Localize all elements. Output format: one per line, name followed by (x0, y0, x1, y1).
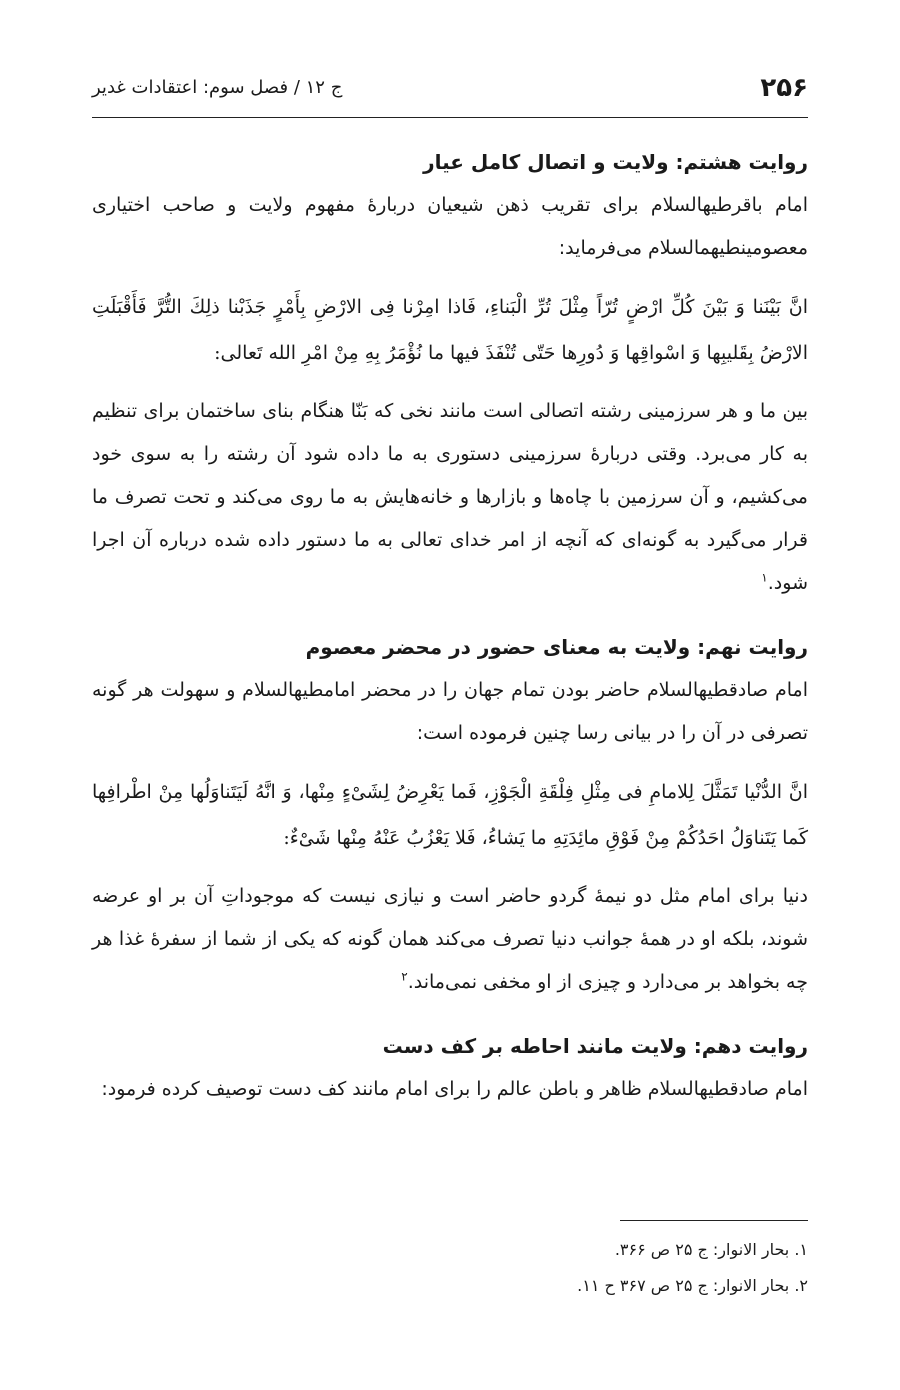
section-10-intro: امام صادقطيهالسلام ظاهر و باطن عالم را برای امام مانند کف دست توصیف کرده فرمود: (101, 1078, 808, 1100)
section-9-intro: امام صادقطيهالسلام حاضر بودن تمام جهان را در محضر امامطيهالسلام و سهولت هر گونه تصرفی در آن را در بیانی رسا چنین فرموده است: (92, 679, 808, 744)
section-8-intro: امام باقرطيهالسلام برای تقریب ذهن شیعیان دربارهٔ مفهوم ولایت و صاحب اختیاری معصومینطيهمالسلام می‌فرماید: (92, 194, 808, 259)
footnote-1: ۱. بحار الانوار: ج ۲۵ ص ۳۶۶. (614, 1240, 808, 1259)
footnotes (92, 1232, 808, 1304)
section-8-translation (92, 390, 808, 605)
running-head: ج ۱۲ / فصل سوم: اعتقادات غدیر (92, 77, 343, 98)
section-9-translation (92, 875, 808, 1004)
page-header (92, 70, 808, 110)
footnote-rule (620, 1220, 808, 1221)
page-number: ۲۵۶ (760, 73, 808, 103)
footnote-2: ۲. بحار الانوار: ج ۲۵ ص ۳۶۷ ح ۱۱. (577, 1276, 808, 1295)
footnote-ref-1[interactable]: ۱ (761, 570, 768, 585)
header-rule (92, 117, 808, 118)
page-body (92, 140, 808, 1111)
section-title-9: روایت نهم: ولایت به معنای حضور در محضر معصوم (305, 635, 808, 659)
section-9-translation-text: دنیا برای امام مثل دو نیمهٔ گردو حاضر است و نیازی نیست که موجوداتِ آن بر او عرضه شوند، بلکه او در همهٔ جوانب دنیا تصرف می‌کند همان گونه که یکی از شما از سفرهٔ غذا هر چه بخواهد بر می‌دارد و چیزی از او مخفی نمی‌ماند. (92, 885, 808, 993)
section-8-arabic-hadith: انَّ بَيْنَنا وَ بَيْنَ كُلِّ ارْضٍ تُرّاً مِثْلَ تُرِّ الْبَناءِ، فَاذا امِرْنا فِى الارْضِ بِأَمْرٍ جَذَبْنا ذلِكَ التُّرَّ فَأَقْبَلَتِ الارْضُ بِقَليبِها وَ اسْواقِها وَ دُورِها حَتّى تُنْفَذَ فيها ما نُؤْمَرُ بِهِ مِنْ امْرِ الله تَعالى: (92, 296, 808, 364)
section-9-arabic-hadith: انَّ الدُّنْيا تَمَثَّلَ لِلامامِ فى مِثْلِ فِلْقَةِ الْجَوْزِ، فَما يَعْرِضُ لِشَىْءٍ مِنْها، وَ انَّهُ لَيَتَناوَلُها مِنْ اطْرافِها كَما يَتَناوَلُ احَدُكُمْ مِنْ فَوْقِ مائِدَتِهِ ما يَشاءُ، فَلا يَعْزُبُ عَنْهُ مِنْها شَىْءٌ: (92, 781, 808, 849)
footnote-ref-2[interactable]: ۲ (401, 969, 408, 984)
section-title-8: روایت هشتم: ولایت و اتصال کامل عیار (423, 150, 808, 174)
section-8-translation-text: بین ما و هر سرزمینی رشته اتصالی است مانند نخی که بَنّا هنگام بنای ساختمان برای تنظیم به کار می‌برد. وقتی دربارهٔ سرزمینی دستوری به ما داده شود آن رشته را به سوی خود می‌کشیم، و آن سرزمین با چاه‌ها و بازارها و خانه‌هایش به ما روی می‌کند و تحت تصرف ما قرار می‌گیرد به گونه‌ای که آنچه از امر خدای تعالی به ما دستور داده شده درباره آن اجرا شود. (92, 400, 808, 594)
section-title-10: روایت دهم: ولایت مانند احاطه بر کف دست (382, 1034, 808, 1058)
